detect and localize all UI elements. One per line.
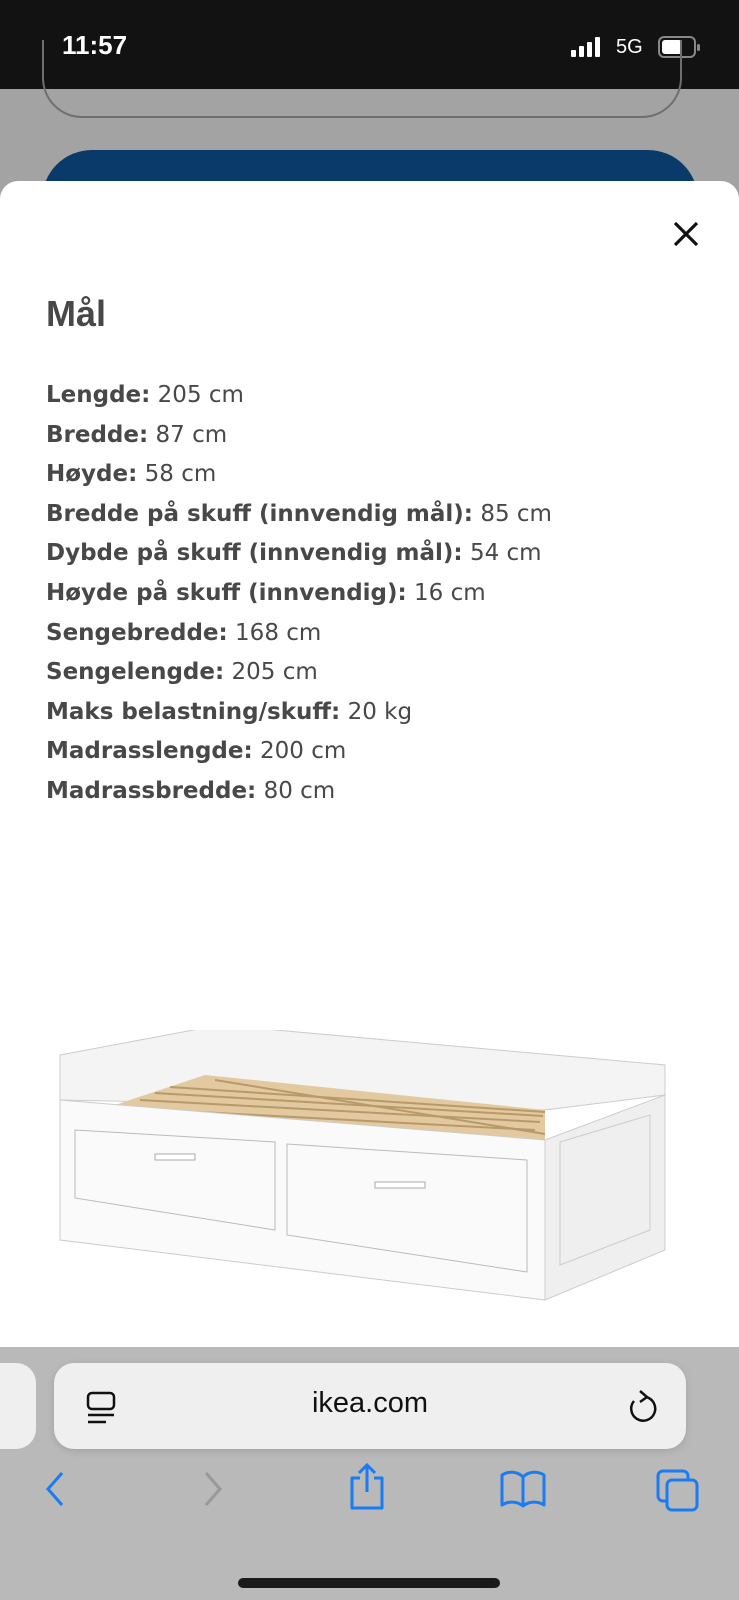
dimension-row [46,614,552,654]
dimension-value: 200 cm [260,738,347,765]
dimension-row [46,534,552,574]
dimension-value: 85 cm [480,500,552,527]
forward-icon[interactable] [200,1469,226,1509]
dimension-value: 168 cm [235,619,322,646]
dimension-row [46,732,552,772]
dimension-row [46,376,552,416]
dimension-value: 16 cm [414,579,486,606]
product-image [55,1030,685,1330]
dimension-label: Bredde: [46,421,149,448]
back-icon[interactable] [42,1469,68,1509]
address-bar[interactable] [54,1363,686,1449]
dimension-label: Høyde: [46,461,138,488]
dimension-label: Sengebredde: [46,619,228,646]
dimension-row [46,772,552,812]
dimension-label: Sengelengde: [46,659,225,686]
dimension-label: Madrassbredde: [46,777,257,804]
close-icon[interactable] [670,218,702,250]
dimension-value: 80 cm [263,777,336,804]
bookmarks-icon[interactable] [500,1469,546,1509]
dimension-value: 58 cm [144,461,217,488]
dimension-row [46,693,552,733]
dimension-row [46,416,552,456]
dimensions-list [46,376,552,812]
dimension-label: Dybde på skuff (innvendig mål): [46,540,463,567]
home-indicator [238,1578,500,1588]
background-button [42,40,682,118]
share-icon[interactable] [348,1462,386,1512]
dimension-value: 205 cm [157,382,244,408]
previous-tab[interactable] [0,1363,36,1449]
dimension-label: Bredde på skuff (innvendig mål): [46,500,474,527]
dimension-label: Lengde: [46,382,151,408]
clock: 11:57 [62,30,128,60]
page-title: Mål [46,293,107,334]
dimension-row [46,574,552,614]
dimension-row [46,653,552,693]
reload-icon[interactable] [626,1389,658,1425]
dimension-label: Høyde på skuff (innvendig): [46,579,407,606]
dimension-value: 87 cm [155,421,228,448]
network-type: 5G [616,36,643,58]
dimension-label: Maks belastning/skuff: [46,698,341,725]
tabs-icon[interactable] [656,1469,700,1513]
dimension-value: 54 cm [469,540,542,567]
dimension-label: Madrasslengde: [46,738,253,765]
url-text: ikea.com [311,1387,429,1419]
dimension-value: 205 cm [231,659,318,686]
browser-toolbar [0,1347,739,1600]
dimension-row [46,455,552,495]
dimension-value: 20 kg [347,698,413,725]
dimension-row [46,495,552,535]
